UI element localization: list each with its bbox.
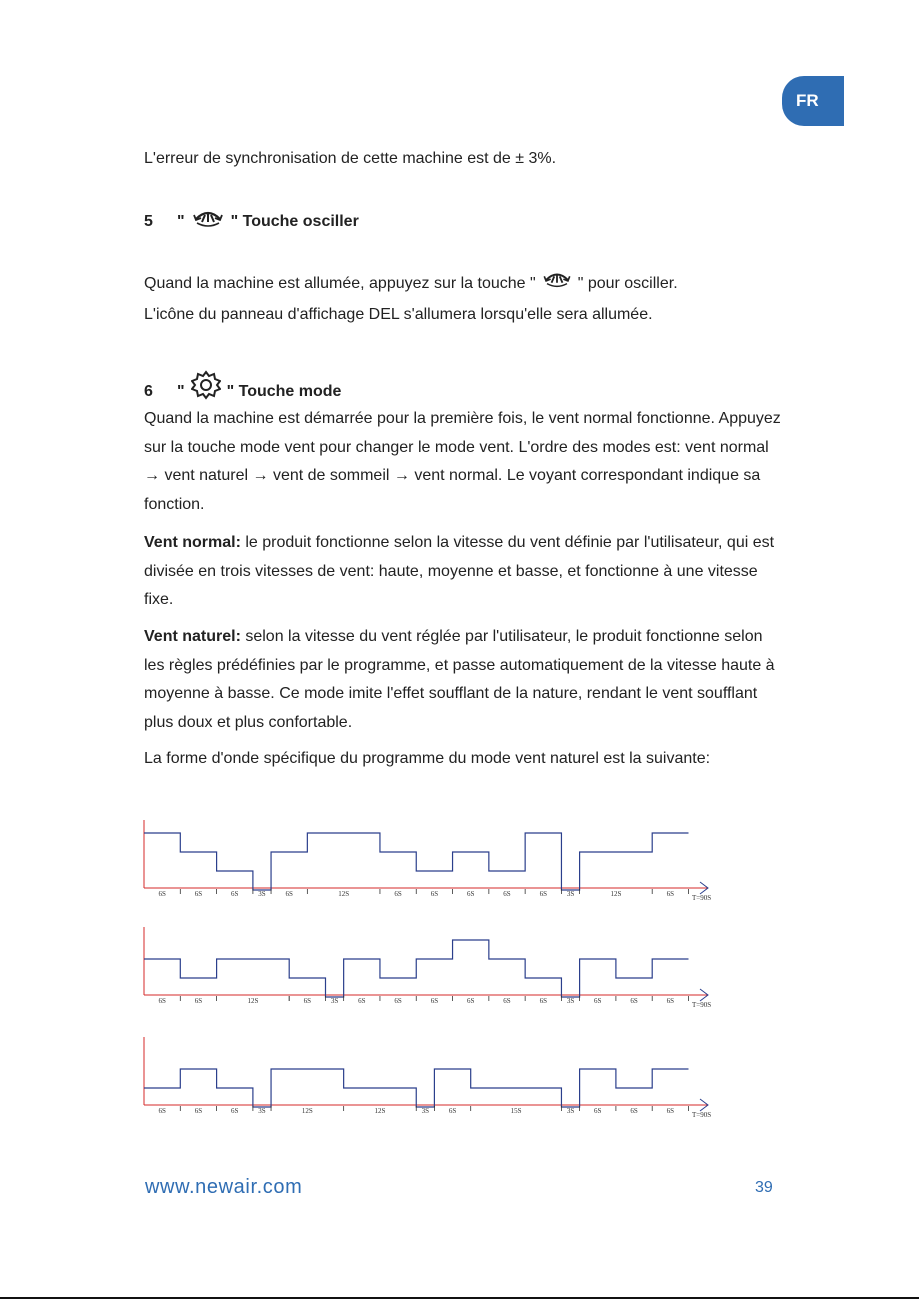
- tick-label: 6S: [285, 890, 293, 898]
- tick-label: 6S: [194, 997, 203, 1005]
- tick-label: 6S: [394, 997, 402, 1005]
- tick-label: 3S: [258, 890, 266, 898]
- tick-label: 3S: [258, 1107, 266, 1115]
- tick-label: 6S: [194, 1107, 203, 1115]
- normal-wind-text: le produit fonctionne selon la vitesse du vent définie par l'utilisateur, qui est divisée en trois vitesses de vent: haute, moyenne et basse, et fonctionne à une vitesse fixe.: [144, 534, 775, 609]
- tick-label: 6S: [666, 997, 675, 1005]
- tick-label: 6S: [158, 997, 166, 1005]
- oscillate-icon: [540, 270, 574, 301]
- heading-label: " Touche mode: [226, 383, 342, 400]
- waveform-chart-1: [140, 818, 715, 908]
- tick-label: 3S: [566, 1107, 575, 1115]
- tick-label: 3S: [330, 997, 339, 1005]
- tick-label: 12S: [247, 997, 259, 1005]
- tick-label: 6S: [448, 1107, 457, 1115]
- tick-label: 6S: [594, 997, 602, 1005]
- tick-label: 12S: [338, 890, 350, 898]
- wave-series: [144, 940, 689, 997]
- tick-label: 6S: [358, 997, 366, 1005]
- heading-number: 6: [144, 383, 153, 400]
- heading-mode-key: [144, 370, 341, 405]
- tick-label: 6S: [430, 997, 439, 1005]
- tick-label: 6S: [503, 997, 511, 1005]
- natural-wind-text: selon la vitesse du vent réglée par l'utilisateur, le produit fonctionne selon les règles prédéfinies par le programme, et passe automatiquement de la vitesse haute à moyenne à basse. Ce mode imite l'effet soufflant de la nature, rendant le vent soufflant plus doux et plus confortable.: [144, 628, 775, 731]
- tick-label: 6S: [666, 890, 675, 898]
- oscillate-icon: [191, 208, 225, 235]
- gear-icon: [191, 370, 221, 405]
- tick-label: 6S: [503, 890, 511, 898]
- tick-label: 12S: [374, 1107, 386, 1115]
- tick-label: 6S: [194, 890, 203, 898]
- tick-label: 6S: [630, 997, 638, 1005]
- tick-label: 6S: [539, 890, 548, 898]
- heading-open-quote: ": [177, 213, 185, 230]
- page-number: 39: [755, 1179, 773, 1196]
- tick-label: 12S: [301, 1107, 313, 1115]
- tick-label: 3S: [566, 890, 575, 898]
- tick-label: 6S: [231, 890, 239, 898]
- tick-label: 12S: [610, 890, 622, 898]
- waveform-chart-3: [140, 1035, 715, 1125]
- tick-label: 6S: [594, 1107, 602, 1115]
- normal-wind-paragraph: [144, 529, 784, 615]
- heading-number: 5: [144, 213, 153, 230]
- natural-wind-label: Vent naturel:: [144, 628, 241, 645]
- tick-label: 6S: [539, 997, 548, 1005]
- axis-end-label: T=90S: [692, 894, 712, 902]
- tick-label: 6S: [231, 1107, 239, 1115]
- heading-oscillate-key: [144, 208, 359, 235]
- wave-series: [144, 833, 689, 890]
- heading-open-quote: ": [177, 383, 185, 400]
- waveform-chart-2: [140, 925, 715, 1015]
- oscillate-text-before: Quand la machine est allumée, appuyez sur la touche ": [144, 275, 536, 292]
- tick-label: 6S: [466, 890, 475, 898]
- tick-label: 6S: [666, 1107, 675, 1115]
- tick-label: 15S: [510, 1107, 522, 1115]
- normal-wind-label: Vent normal:: [144, 534, 241, 551]
- natural-wind-paragraph: [144, 623, 784, 737]
- tick-label: 6S: [394, 890, 402, 898]
- mode-description: Quand la machine est démarrée pour la première fois, le vent normal fonctionne. Appuyez sur la touche mode vent pour changer le mode vent. L'ordre des modes est: vent normal → vent naturel → vent de sommeil → vent normal. Le voyant correspondant indique sa fonction.: [144, 410, 781, 513]
- waveform-intro: La forme d'onde spécifique du programme du mode vent naturel est la suivante:: [144, 750, 711, 767]
- website-link[interactable]: www.newair.com: [145, 1176, 303, 1198]
- tick-label: 6S: [158, 890, 166, 898]
- axis-end-label: T=90S: [692, 1001, 712, 1009]
- language-tab: FR: [782, 76, 844, 126]
- heading-label: " Touche osciller: [230, 213, 359, 230]
- tick-label: 6S: [630, 1107, 638, 1115]
- tick-label: 6S: [430, 890, 439, 898]
- oscillate-text-after: " pour osciller.: [577, 275, 678, 292]
- sync-error-text: L'erreur de synchronisation de cette machine est de ± 3%.: [144, 150, 557, 167]
- axis-end-label: T=90S: [692, 1111, 712, 1119]
- wave-series: [144, 1069, 689, 1107]
- oscillate-led-text: L'icône du panneau d'affichage DEL s'allumera lorsqu'elle sera allumée.: [144, 305, 653, 323]
- tick-label: 6S: [158, 1107, 166, 1115]
- oscillate-instruction: [144, 270, 784, 329]
- tick-label: 6S: [303, 997, 312, 1005]
- tick-label: 3S: [421, 1107, 430, 1115]
- tick-label: 3S: [566, 997, 575, 1005]
- tick-label: 6S: [466, 997, 475, 1005]
